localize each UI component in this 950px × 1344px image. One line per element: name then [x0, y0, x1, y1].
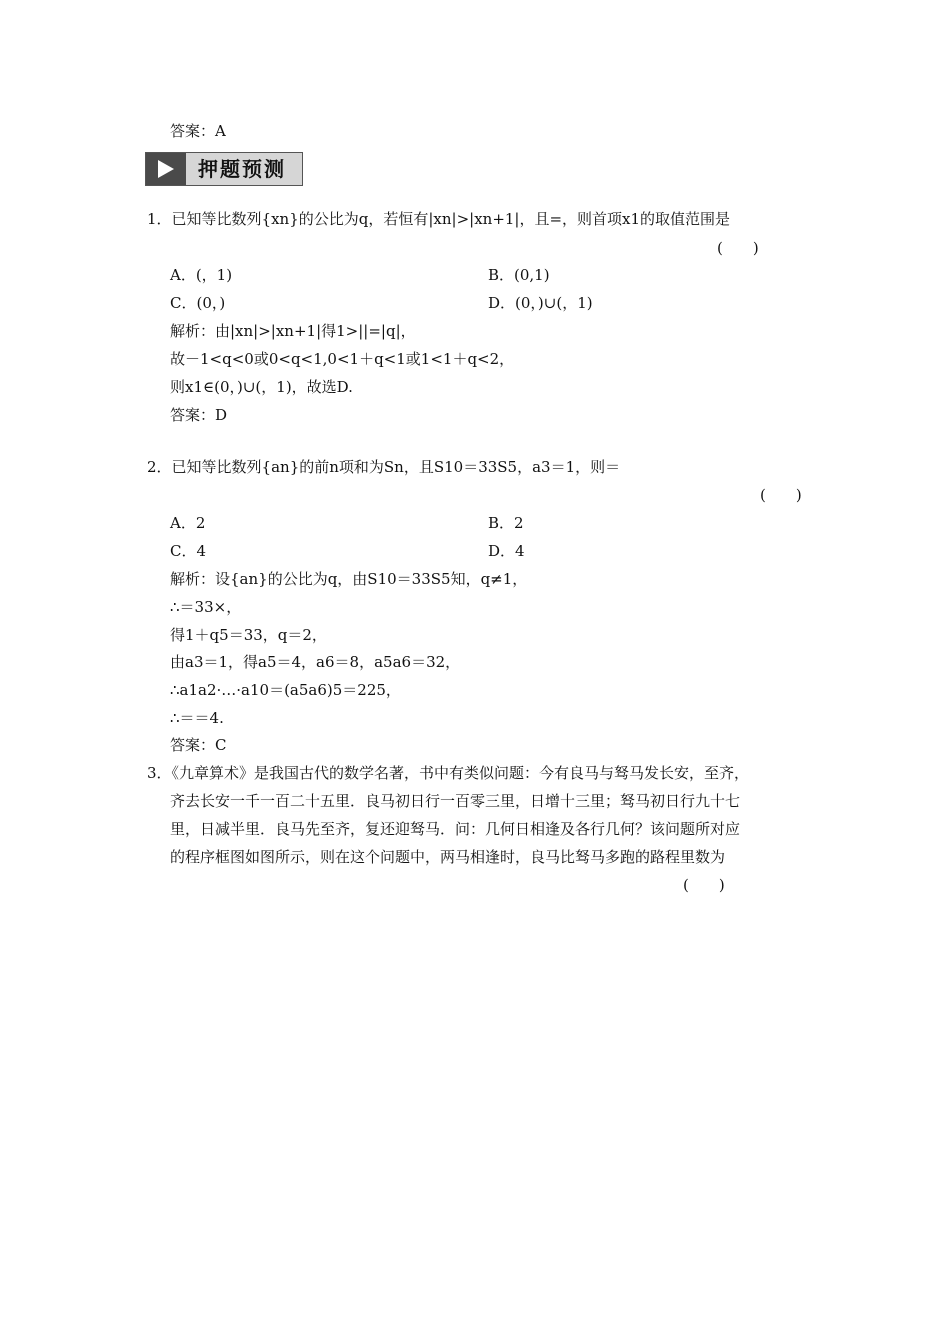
- q1-solution-line: 解析：由|xn|>|xn+1|得1>||=|q|，: [170, 322, 416, 340]
- q1-option-a: A．(，1): [170, 266, 233, 284]
- previous-answer: 答案：A: [170, 122, 226, 140]
- q2-solution-line: ∴＝33×，: [170, 598, 242, 616]
- q2-stem: 2．已知等比数列{an}的前n项和为Sn，且S10＝33S5，a3＝1，则＝: [147, 458, 621, 476]
- arrow-block: [146, 153, 186, 185]
- q2-option-b: B．2: [488, 514, 524, 532]
- q2-solution-line: 得1＋q5＝33，q＝2，: [170, 626, 327, 644]
- section-banner: [145, 152, 303, 186]
- q1-solution-line: 则x1∈(0，)∪(，1)，故选D.: [170, 378, 353, 396]
- q3-stem-line: 3．《九章算术》是我国古代的数学名著，书中有类似问题：今有良马与驽马发长安，至齐，: [147, 764, 750, 782]
- q3-stem-line: 齐去长安一千一百二十五里．良马初日行一百零三里，日增十三里；驽马初日行九十七: [170, 792, 741, 810]
- q2-answer: 答案：C: [170, 736, 227, 754]
- q2-solution-line: ∴a1a2·…·a10＝(a5a6)5＝225，: [170, 681, 401, 699]
- q1-answer: 答案：D: [170, 406, 228, 424]
- q2-option-c: C．4: [170, 542, 207, 560]
- q3-answer-paren: ( ): [683, 876, 725, 894]
- q2-answer-paren: ( ): [760, 486, 802, 504]
- play-arrow-icon: [156, 159, 176, 179]
- q3-stem-line: 的程序框图如图所示，则在这个问题中，两马相逢时，良马比驽马多跑的路程里数为: [170, 848, 726, 866]
- q1-solution-line: 故－1<q<0或0<q<1,0<1＋q<1或1<1＋q<2，: [170, 350, 515, 368]
- q2-option-a: A．2: [170, 514, 206, 532]
- q2-option-d: D．4: [488, 542, 525, 560]
- q1-option-c: C．(0，): [170, 294, 226, 312]
- q1-option-b: B．(0,1): [488, 266, 550, 284]
- q2-solution-line: 解析：设{an}的公比为q，由S10＝33S5知，q≠1，: [170, 570, 528, 588]
- q2-solution-line: 由a3＝1，得a5＝4，a6＝8，a5a6＝32，: [170, 653, 461, 671]
- section-title: 押题预测: [198, 157, 286, 181]
- q1-option-d: D．(0，)∪(，1): [488, 294, 593, 312]
- q1-stem: 1．已知等比数列{xn}的公比为q，若恒有|xn|>|xn+1|，且=，则首项x1的取值范围是: [147, 210, 731, 228]
- q2-solution-line: ∴＝＝4.: [170, 709, 224, 727]
- q1-answer-paren: ( ): [717, 239, 759, 257]
- q3-stem-line: 里，日减半里．良马先至齐，复还迎驽马．问：几何日相逢及各行几何？该问题所对应: [170, 820, 741, 838]
